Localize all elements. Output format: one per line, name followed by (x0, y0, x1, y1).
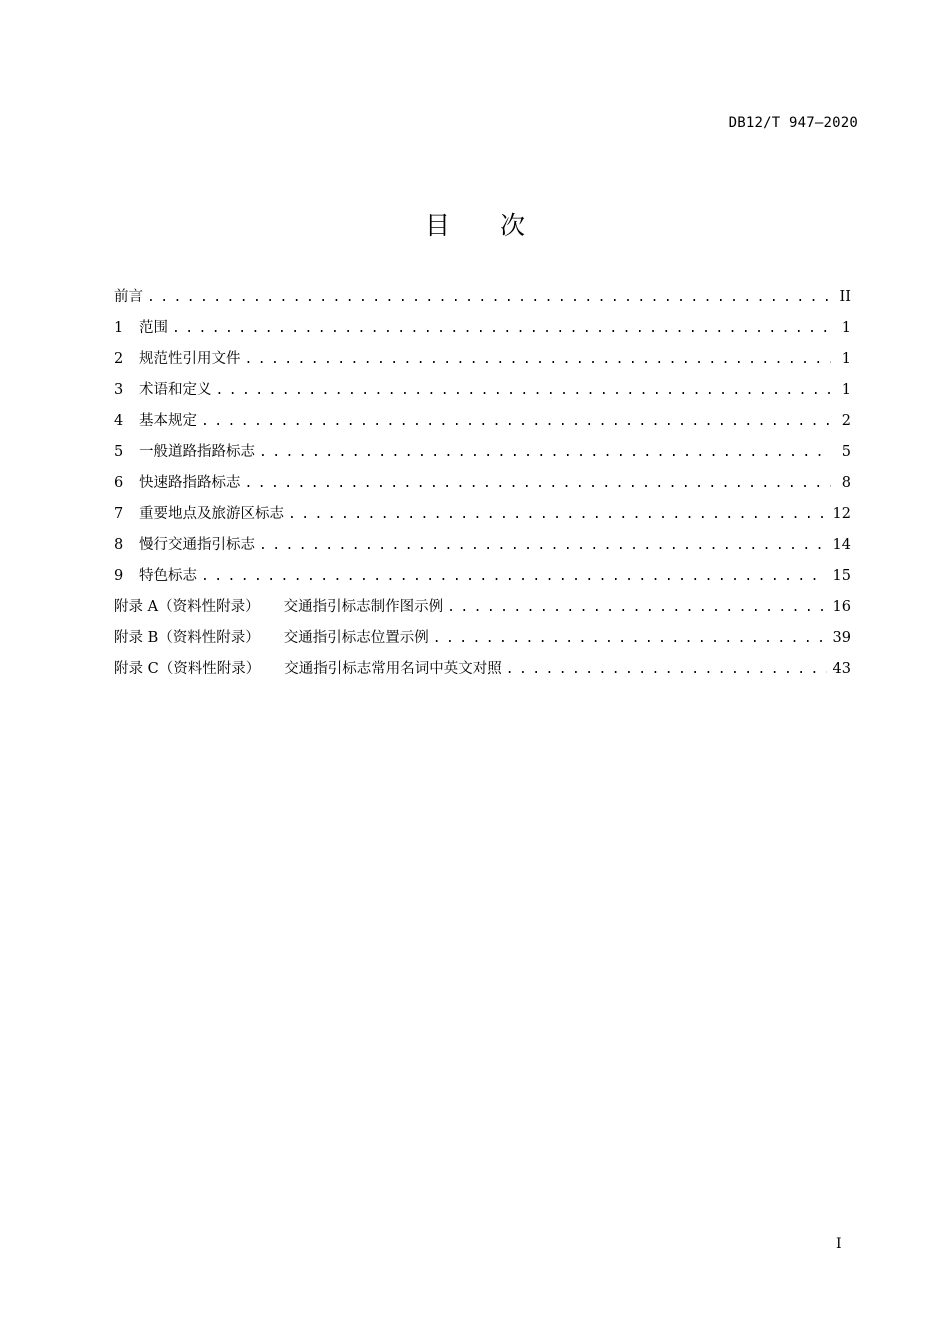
toc-title: 目次 (424, 211, 575, 240)
toc-entry-page: 43 (832, 661, 851, 677)
toc-entry-page: 2 (841, 413, 851, 429)
toc-leader-dots (506, 662, 827, 677)
toc-entry-label: 一般道路指路标志 (139, 444, 255, 460)
toc-entry-8[interactable] (114, 533, 851, 564)
toc-entry-page: 16 (832, 599, 851, 615)
toc-entry-page: 5 (841, 444, 851, 460)
toc-entry-5[interactable] (114, 440, 851, 471)
toc-entry-number: 9 (114, 568, 124, 584)
toc-entry-label (114, 595, 443, 616)
toc-entry-number: 6 (114, 475, 124, 491)
toc-entry-number: 4 (114, 413, 124, 429)
toc-entry-2[interactable] (114, 347, 851, 378)
toc-leader-dots (201, 414, 831, 429)
toc-leader-dots (259, 445, 831, 460)
toc-entry-label: 特色标志 (139, 568, 197, 584)
toc-leader-dots (447, 600, 826, 615)
toc-entry-label: 重要地点及旅游区标志 (139, 506, 284, 522)
table-of-contents (114, 285, 851, 688)
toc-entry-appendix-b[interactable] (114, 626, 851, 657)
toc-entry-page: 14 (832, 537, 851, 553)
toc-leader-dots (172, 321, 831, 336)
toc-entry-number: 7 (114, 506, 124, 522)
toc-entry-7[interactable] (114, 502, 851, 533)
toc-entry-label (114, 657, 502, 678)
toc-leader-dots (216, 383, 832, 398)
toc-entry-number: 8 (114, 537, 124, 553)
toc-leader-dots (245, 476, 832, 491)
toc-entry-label: 基本规定 (139, 413, 197, 429)
toc-entry-page: 15 (832, 568, 851, 584)
toc-entry-page: 12 (832, 506, 851, 522)
appendix-title: 交通指引标志位置示例 (283, 630, 429, 646)
page-number: I (836, 1236, 842, 1252)
toc-leader-dots (201, 569, 827, 584)
toc-entry-appendix-a[interactable] (114, 595, 851, 626)
toc-entry-page: 1 (841, 382, 851, 398)
toc-entry-number: 5 (114, 444, 124, 460)
document-code: DB12/T 947—2020 (728, 115, 858, 131)
appendix-label: 附录 B（资料性附录） (114, 630, 260, 646)
appendix-label: 附录 A（资料性附录） (114, 599, 260, 615)
toc-entry-3[interactable] (114, 378, 851, 409)
toc-leader-dots (245, 352, 832, 367)
toc-entry-page: 39 (832, 630, 851, 646)
toc-leader-dots (288, 507, 827, 522)
toc-entry-label: 规范性引用文件 (139, 351, 241, 367)
toc-entry-number: 3 (114, 382, 124, 398)
toc-entry-foreword[interactable] (114, 285, 851, 316)
toc-entry-label (114, 626, 429, 647)
toc-entry-1[interactable] (114, 316, 851, 347)
toc-entry-label: 范围 (139, 320, 168, 336)
toc-entry-label: 术语和定义 (139, 382, 212, 398)
toc-entry-6[interactable] (114, 471, 851, 502)
toc-entry-4[interactable] (114, 409, 851, 440)
toc-entry-label: 慢行交通指引标志 (139, 537, 255, 553)
toc-leader-dots (147, 290, 831, 305)
toc-entry-number: 2 (114, 351, 124, 367)
toc-entry-number: 1 (114, 320, 124, 336)
appendix-title: 交通指引标志制作图示例 (283, 599, 444, 615)
toc-entry-page: 1 (841, 351, 851, 367)
appendix-title: 交通指引标志常用名词中英文对照 (284, 661, 502, 677)
toc-entry-appendix-c[interactable] (114, 657, 851, 688)
toc-leader-dots (433, 631, 827, 646)
toc-entry-label: 快速路指路标志 (139, 475, 241, 491)
toc-leader-dots (259, 538, 827, 553)
toc-entry-label: 前言 (114, 289, 143, 305)
appendix-label: 附录 C（资料性附录） (114, 661, 261, 677)
toc-entry-page: 8 (841, 475, 851, 491)
toc-entry-page: 1 (841, 320, 851, 336)
toc-entry-9[interactable] (114, 564, 851, 595)
toc-entry-page: II (839, 289, 851, 305)
